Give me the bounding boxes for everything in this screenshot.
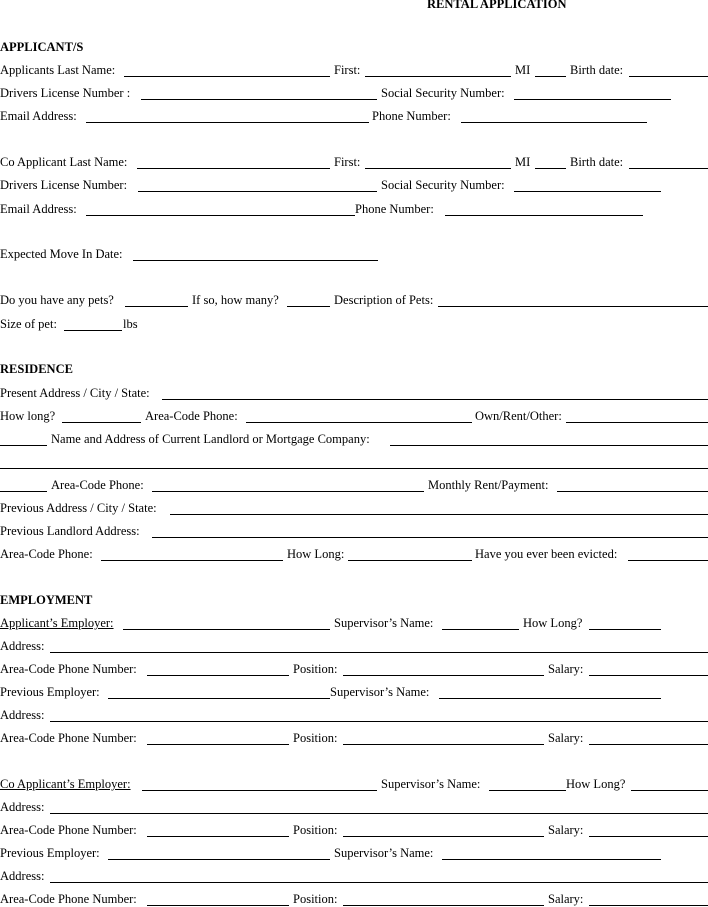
- previous-landlord-field[interactable]: [152, 537, 708, 538]
- applicant-previous-address-field[interactable]: [50, 721, 708, 722]
- residence-how-long-field[interactable]: [62, 422, 141, 423]
- co-applicant-mi-label: MI: [515, 155, 531, 169]
- applicant-salary-field[interactable]: [589, 675, 708, 676]
- applicant-position-field[interactable]: [343, 675, 544, 676]
- co-applicant-previous-salary-label: Salary:: [548, 892, 584, 906]
- residence-phone-field[interactable]: [246, 422, 472, 423]
- pets-description-field[interactable]: [438, 306, 708, 307]
- pet-size-field[interactable]: [64, 330, 122, 331]
- pets-description-label: Description of Pets:: [334, 293, 434, 307]
- co-applicant-supervisor-label: Supervisor’s Name:: [381, 777, 481, 791]
- co-applicant-previous-supervisor-label: Supervisor’s Name:: [334, 846, 434, 860]
- applicant-mi-field[interactable]: [535, 76, 566, 77]
- evicted-label: Have you ever been evicted:: [475, 547, 618, 561]
- co-applicant-previous-position-field[interactable]: [343, 905, 544, 906]
- co-applicant-phone-field[interactable]: [445, 215, 643, 216]
- applicant-position-label: Position:: [293, 662, 338, 676]
- co-applicant-employer-address-label: Address:: [0, 800, 45, 814]
- applicant-birth-date-field[interactable]: [629, 76, 708, 77]
- previous-address-label: Previous Address / City / State:: [0, 501, 157, 515]
- landlord-field-continued[interactable]: [0, 468, 708, 469]
- applicant-last-name-field[interactable]: [124, 76, 330, 77]
- landlord-field[interactable]: [390, 445, 708, 446]
- pets-question-label: Do you have any pets?: [0, 293, 114, 307]
- monthly-rent-label: Monthly Rent/Payment:: [428, 478, 549, 492]
- landlord-phone-field[interactable]: [152, 491, 424, 492]
- co-applicant-previous-phone-field[interactable]: [147, 905, 289, 906]
- previous-how-long-field[interactable]: [348, 560, 472, 561]
- co-applicant-position-label: Position:: [293, 823, 338, 837]
- applicant-previous-address-label: Address:: [0, 708, 45, 722]
- co-applicant-previous-position-label: Position:: [293, 892, 338, 906]
- applicant-first-field[interactable]: [365, 76, 511, 77]
- applicant-drivers-license-field[interactable]: [141, 99, 377, 100]
- co-applicant-ssn-label: Social Security Number:: [381, 178, 505, 192]
- applicant-previous-employer-field[interactable]: [108, 698, 330, 699]
- applicant-previous-position-field[interactable]: [343, 744, 544, 745]
- monthly-rent-field[interactable]: [557, 491, 708, 492]
- own-rent-label: Own/Rent/Other:: [475, 409, 562, 423]
- pets-how-many-field[interactable]: [287, 306, 330, 307]
- previous-phone-field[interactable]: [101, 560, 283, 561]
- pet-size-unit: lbs: [123, 317, 138, 331]
- co-applicant-previous-address-label: Address:: [0, 869, 45, 883]
- landlord-prefix-field[interactable]: [0, 445, 47, 446]
- applicant-birth-date-label: Birth date:: [570, 63, 624, 77]
- applicant-previous-salary-label: Salary:: [548, 731, 584, 745]
- co-applicant-phone-label: Phone Number:: [355, 202, 434, 216]
- co-applicant-employer-address-field[interactable]: [50, 813, 708, 814]
- pets-answer-field[interactable]: [125, 306, 188, 307]
- applicant-email-field[interactable]: [86, 122, 369, 123]
- applicant-employer-field[interactable]: [123, 629, 330, 630]
- applicant-supervisor-field[interactable]: [442, 629, 519, 630]
- applicant-previous-supervisor-field[interactable]: [439, 698, 661, 699]
- co-applicant-birth-date-label: Birth date:: [570, 155, 624, 169]
- applicant-ssn-field[interactable]: [514, 99, 671, 100]
- applicant-previous-supervisor-label: Supervisor’s Name:: [330, 685, 430, 699]
- co-applicant-position-field[interactable]: [343, 836, 544, 837]
- co-applicant-employer-field[interactable]: [142, 790, 377, 791]
- landlord-label: Name and Address of Current Landlord or Mortgage Company:: [51, 432, 370, 446]
- co-applicant-employment-how-long-field[interactable]: [631, 790, 708, 791]
- co-applicant-ssn-field[interactable]: [514, 191, 661, 192]
- move-in-date-field[interactable]: [133, 260, 378, 261]
- co-applicant-mi-field[interactable]: [535, 168, 566, 169]
- applicant-drivers-license-label: Drivers License Number :: [0, 86, 131, 100]
- landlord-phone-prefix-field[interactable]: [0, 491, 47, 492]
- co-applicant-previous-employer-label: Previous Employer:: [0, 846, 100, 860]
- applicant-supervisor-label: Supervisor’s Name:: [334, 616, 434, 630]
- pets-how-many-label: If so, how many?: [192, 293, 279, 307]
- applicant-previous-salary-field[interactable]: [589, 744, 708, 745]
- co-applicant-previous-address-field[interactable]: [50, 882, 708, 883]
- present-address-field[interactable]: [162, 399, 708, 400]
- residence-how-long-label: How long?: [0, 409, 56, 423]
- co-applicant-employer-label: Co Applicant’s Employer:: [0, 777, 131, 791]
- applicant-employer-address-field[interactable]: [50, 652, 708, 653]
- previous-address-field[interactable]: [170, 514, 708, 515]
- co-applicant-first-field[interactable]: [365, 168, 511, 169]
- applicant-first-label: First:: [334, 63, 361, 77]
- applicant-phone-field[interactable]: [461, 122, 647, 123]
- evicted-field[interactable]: [628, 560, 708, 561]
- co-applicant-salary-field[interactable]: [589, 836, 708, 837]
- co-applicant-supervisor-field[interactable]: [489, 790, 566, 791]
- applicant-employer-label: Applicant’s Employer:: [0, 616, 114, 630]
- co-applicant-previous-employer-field[interactable]: [108, 859, 330, 860]
- co-applicant-previous-supervisor-field[interactable]: [442, 859, 661, 860]
- co-applicant-employer-phone-label: Area-Code Phone Number:: [0, 823, 137, 837]
- applicant-phone-label: Phone Number:: [372, 109, 451, 123]
- co-applicant-employer-phone-field[interactable]: [147, 836, 289, 837]
- applicant-mi-label: MI: [515, 63, 531, 77]
- applicant-previous-employer-label: Previous Employer:: [0, 685, 100, 699]
- landlord-phone-label: Area-Code Phone:: [51, 478, 144, 492]
- co-applicant-previous-phone-label: Area-Code Phone Number:: [0, 892, 137, 906]
- co-applicant-first-label: First:: [334, 155, 361, 169]
- applicant-previous-phone-label: Area-Code Phone Number:: [0, 731, 137, 745]
- co-applicant-last-name-label: Co Applicant Last Name:: [0, 155, 128, 169]
- previous-how-long-label: How Long:: [287, 547, 345, 561]
- applicant-last-name-label: Applicants Last Name:: [0, 63, 116, 77]
- previous-landlord-label: Previous Landlord Address:: [0, 524, 140, 538]
- applicants-heading: APPLICANT/S: [0, 40, 84, 54]
- co-applicant-salary-label: Salary:: [548, 823, 584, 837]
- applicant-salary-label: Salary:: [548, 662, 584, 676]
- applicant-employer-address-label: Address:: [0, 639, 45, 653]
- co-applicant-employment-how-long-label: How Long?: [566, 777, 626, 791]
- applicant-employment-how-long-label: How Long?: [523, 616, 583, 630]
- co-applicant-drivers-license-label: Drivers License Number:: [0, 178, 128, 192]
- applicant-ssn-label: Social Security Number:: [381, 86, 505, 100]
- co-applicant-drivers-license-field[interactable]: [138, 191, 377, 192]
- applicant-previous-position-label: Position:: [293, 731, 338, 745]
- co-applicant-email-field[interactable]: [86, 215, 355, 216]
- move-in-date-label: Expected Move In Date:: [0, 247, 123, 261]
- co-applicant-last-name-field[interactable]: [137, 168, 330, 169]
- residence-heading: RESIDENCE: [0, 362, 73, 376]
- previous-phone-label: Area-Code Phone:: [0, 547, 93, 561]
- co-applicant-birth-date-field[interactable]: [629, 168, 708, 169]
- page-title: RENTAL APPLICATION: [427, 0, 567, 11]
- own-rent-field[interactable]: [566, 422, 708, 423]
- co-applicant-email-label: Email Address:: [0, 202, 77, 216]
- residence-phone-label: Area-Code Phone:: [145, 409, 238, 423]
- applicant-employer-phone-field[interactable]: [147, 675, 289, 676]
- applicant-employer-phone-label: Area-Code Phone Number:: [0, 662, 137, 676]
- applicant-email-label: Email Address:: [0, 109, 77, 123]
- applicant-previous-phone-field[interactable]: [147, 744, 289, 745]
- co-applicant-previous-salary-field[interactable]: [589, 905, 708, 906]
- employment-heading: EMPLOYMENT: [0, 593, 93, 607]
- applicant-employment-how-long-field[interactable]: [589, 629, 661, 630]
- present-address-label: Present Address / City / State:: [0, 386, 150, 400]
- pet-size-label: Size of pet:: [0, 317, 57, 331]
